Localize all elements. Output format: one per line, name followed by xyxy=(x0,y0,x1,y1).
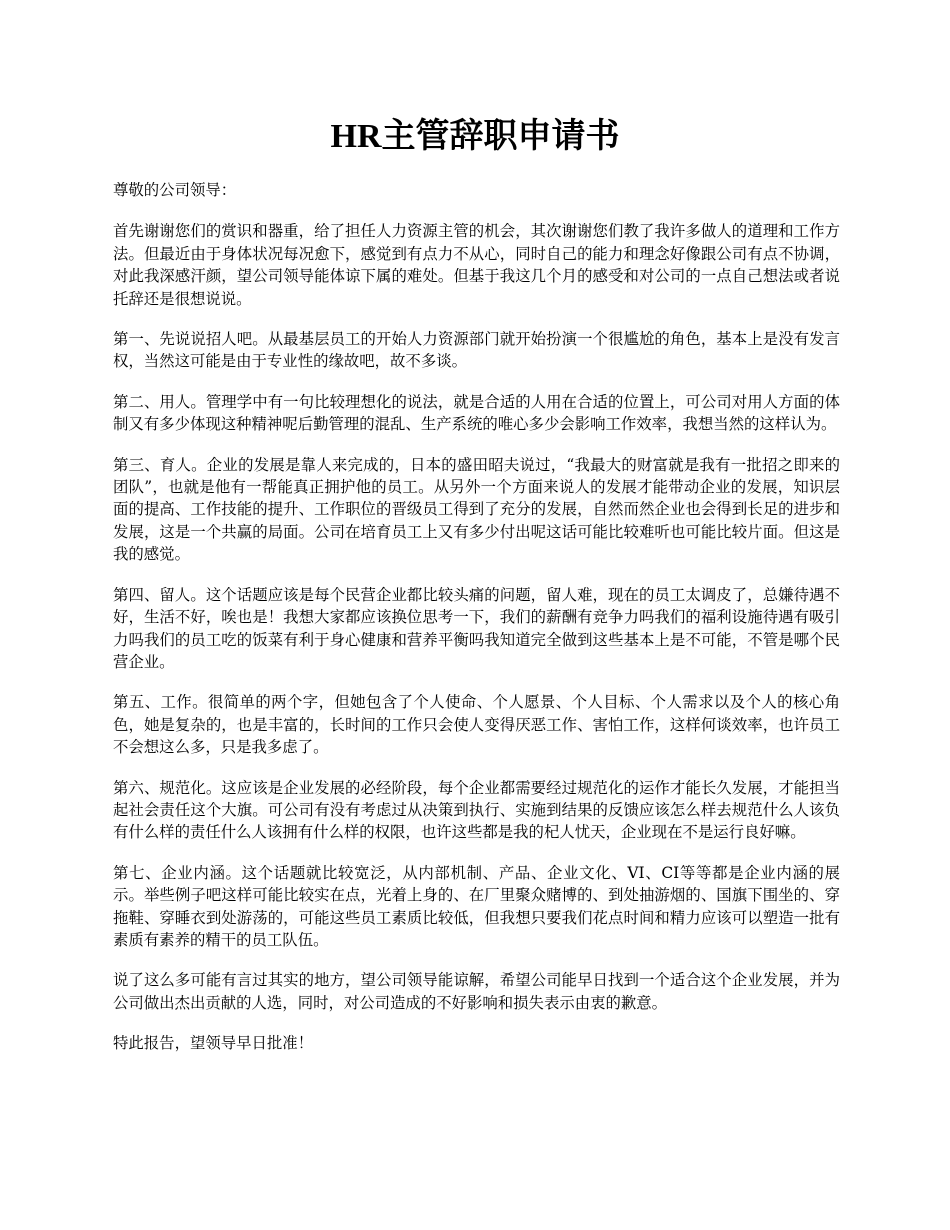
paragraph-intro: 首先谢谢您们的赏识和器重，给了担任人力资源主管的机会，其次谢谢您们教了我许多做人的道理和工作方法。但最近由于身体状况每况愈下，感觉到有点力不从心，同时自己的能力和理念好像跟公司有点不协调，对此我深感汗颜，望公司领导能体谅下属的难处。但基于我这几个月的感受和对公司的一点自己想法或者说托辞还是很想说说。 xyxy=(113,222,840,308)
paragraph-recruiting: 第一、先说说招人吧。从最基层员工的开始人力资源部门就开始扮演一个很尴尬的角色，基本上是没有发言权，当然这可能是由于专业性的缘故吧，故不多谈。 xyxy=(113,330,840,371)
paragraph-standardization: 第六、规范化。这应该是企业发展的必经阶段，每个企业都需要经过规范化的运作才能长久发展，才能担当起社会责任这个大旗。可公司有没有考虑过从决策到执行、实施到结果的反馈应该怎么样去规范什么人该负有什么样的责任什么人该拥有什么样的权限，也许这些都是我的杞人忧天，企业现在不是运行良好嘛。 xyxy=(113,778,840,842)
paragraph-apology: 说了这么多可能有言过其实的地方，望公司领导能谅解，希望公司能早日找到一个适合这个企业发展，并为公司做出杰出贡献的人选，同时，对公司造成的不好影响和损失表示由衷的歉意。 xyxy=(113,971,840,1012)
paragraph-work: 第五、工作。很简单的两个字，但她包含了个人使命、个人愿景、个人目标、个人需求以及个人的核心角色，她是复杂的，也是丰富的，长时间的工作只会使人变得厌恶工作、害怕工作，这样何谈效率，也许员工不会想这么多，只是我多虑了。 xyxy=(113,693,840,757)
paragraph-culture: 第七、企业内涵。这个话题就比较宽泛，从内部机制、产品、企业文化、VI、CI等等都是企业内涵的展示。举些例子吧这样可能比较实在点，光着上身的、在厂里聚众赌博的、到处抽游烟的、国旗下围坐的、穿拖鞋、穿睡衣到处游荡的，可能这些员工素质比较低，但我想只要我们花点时间和精力应该可以塑造一批有素质有素养的精干的员工队伍。 xyxy=(113,863,840,949)
paragraph-closing: 特此报告，望领导早日批准！ xyxy=(113,1034,314,1053)
paragraph-training: 第三、育人。企业的发展是靠人来完成的，日本的盛田昭夫说过，“我最大的财富就是我有一批招之即来的团队”，也就是他有一帮能真正拥护他的员工。从另外一个方面来说人的发展才能带动企业的发展，知识层面的提高、工作技能的提升、工作职位的晋级员工得到了充分的发展，自然而然企业也会得到长足的进步和发展，这是一个共赢的局面。公司在培育员工上又有多少付出呢这话可能比较难听也可能比较片面。但这是我的感觉。 xyxy=(113,455,840,564)
document-body xyxy=(113,179,840,1073)
greeting: 尊敬的公司领导： xyxy=(113,181,237,199)
paragraph-retention: 第四、留人。这个话题应该是每个民营企业都比较头痛的问题，留人难，现在的员工太调皮了，总嫌待遇不好，生活不好，唉也是！我想大家都应该换位思考一下，我们的薪酬有竞争力吗我们的福利设施待遇有吸引力吗我们的员工吃的饭菜有利于身心健康和营养平衡吗我知道完全做到这些基本上是不可能，不管是哪个民营企业。 xyxy=(113,585,840,671)
document-title: HR主管辞职申请书 xyxy=(330,118,620,155)
paragraph-employing: 第二、用人。管理学中有一句比较理想化的说法，就是合适的人用在合适的位置上，可公司对用人方面的体制又有多少体现这种精神呢后勤管理的混乱、生产系统的唯心多少会影响工作效率，我想当然的这样认为。 xyxy=(113,392,840,434)
